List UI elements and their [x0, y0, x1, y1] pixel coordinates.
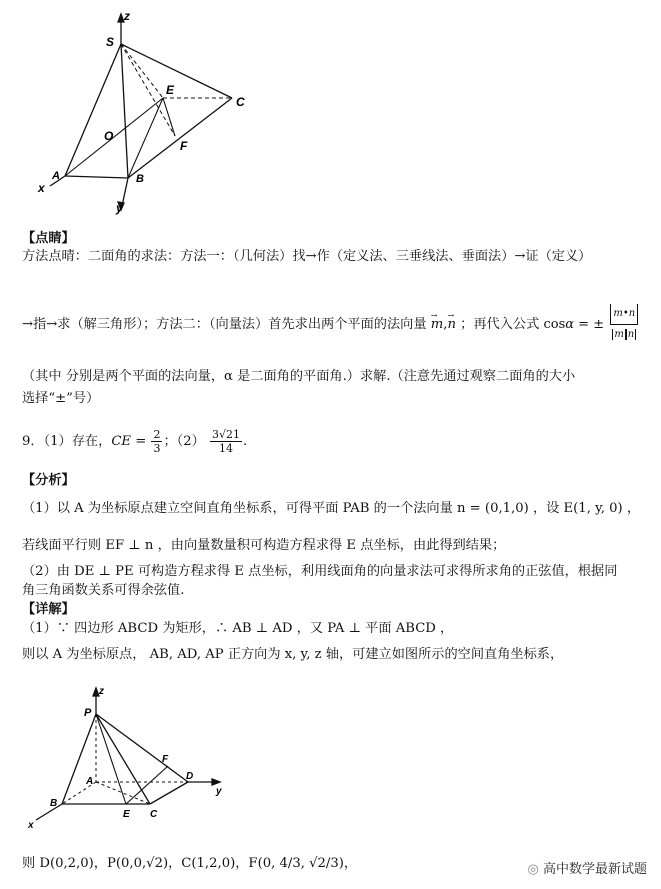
label-y: y [116, 201, 123, 215]
fig2-label-c: C [150, 809, 158, 820]
fenxi-line-3: （2）由 DE ⊥ PE 可构造方程求得 E 点坐标，利用线面角的向量求法可求得所求角的正弦值，根据同 [22, 564, 618, 579]
xiangjie-line-2: 则以 A 为坐标原点， AB, AD, AP 正方向为 x, y, z 轴，可建立如图所示的空间直角坐标系， [22, 647, 564, 662]
q9-ans-fraction: $\frac{3√21}{14}$ [212, 428, 241, 455]
xiangjie-line-1: （1）∵ 四边形 ABCD 为矩形，∴ AB ⊥ AD ，又 PA ⊥ 平面 ABCD ， [22, 621, 454, 636]
q9-number: 9． [22, 434, 44, 449]
dianjing-heading: 【点睛】 [22, 231, 75, 246]
dianjing-line-2a: →指→求（解三角形）；方法二：（向量法）首先求出两个平面的法向量 [22, 317, 427, 332]
fig2-label-a: A [86, 776, 94, 787]
fenxi-line-1: （1）以 A 为坐标原点建立空间直角坐标系，可得平面 PAB 的一个法向量 n = (0,1,0) ，设 E(1, y, 0) ， [22, 501, 641, 516]
fig2-label-b: B [50, 798, 58, 809]
fenxi-line-2: 若线面平行则 EF ⊥ n ，由向量数量积可构造方程求得 E 点坐标，由此得到结果； [22, 538, 506, 553]
label-e: E [166, 83, 175, 97]
fenxi-line-4: 角三角函数关系可得余弦值. [22, 583, 185, 598]
q9-ce-fraction: $\frac{2}{3}$ [153, 428, 161, 455]
fig2-label-p: P [84, 707, 92, 719]
wechat-icon: ◎ [527, 862, 539, 877]
xiangjie-heading: 【详解】 [22, 602, 75, 617]
fig2-label-e: E [123, 809, 130, 820]
label-b: B [136, 173, 144, 185]
fig2-label-f: F [162, 754, 169, 765]
q9-answer-line: 9．（1）存在，CE = $\frac{2}{3}$ ；（2） $\frac{3√21}{14}$ . [22, 428, 248, 455]
label-a: A [52, 170, 60, 182]
dianjing-line-2: →指→求（解三角形）；方法二：（向量法）首先求出两个平面的法向量 → m,→ n ；再代入公式 cosα = ± $\frac{m•n}{\text{m n}}$ [22, 304, 638, 345]
q9-ce: CE [111, 434, 132, 449]
q9-part2: ；（2） [163, 434, 205, 449]
fenxi-heading: 【分析】 [22, 473, 75, 488]
label-z: z [124, 9, 130, 23]
label-s: S [106, 35, 115, 49]
label-x: x [38, 181, 45, 195]
watermark [528, 858, 648, 877]
q9-part1: （1）存在， [43, 434, 112, 449]
dianjing-line-2b: ；再代入公式 [460, 317, 540, 332]
dianjing-line-3: （其中 分别是两个平面的法向量，α 是二面角的平面角.）求解.（注意先通过观察二面角的大小 [22, 369, 576, 384]
label-o: O [104, 129, 114, 143]
q9-period: . [243, 434, 248, 449]
fig2-label-d: D [186, 771, 194, 782]
vec-m: → m [431, 316, 444, 334]
vec-n: → n [447, 316, 456, 334]
fig2-label-y: y [216, 786, 222, 797]
dianjing-line-1: 方法点晴：二面角的求法：方法一：（几何法）找→作（定义法、三垂线法、垂面法）→证（定义） [22, 249, 592, 264]
watermark-text: 高中数学最新试题 [542, 862, 647, 877]
fig2-label-x: x [28, 820, 34, 831]
fig2-label-z: z [99, 686, 104, 697]
label-f: F [180, 139, 188, 153]
cos-fraction: $\frac{m•n}{\text{m n}}$ [610, 304, 638, 345]
cos-formula: cosα = ± [543, 317, 605, 332]
figure-1-pyramid [20, 6, 260, 216]
label-c: C [236, 95, 245, 109]
dianjing-line-4: 选择“±”号） [22, 391, 100, 406]
figure-2-pyramid [22, 682, 232, 832]
coordinates-line: 则 D(0,2,0)，P(0,0,√2)，C(1,2,0)，F(0, 4/3, √2/3)， [22, 856, 358, 871]
